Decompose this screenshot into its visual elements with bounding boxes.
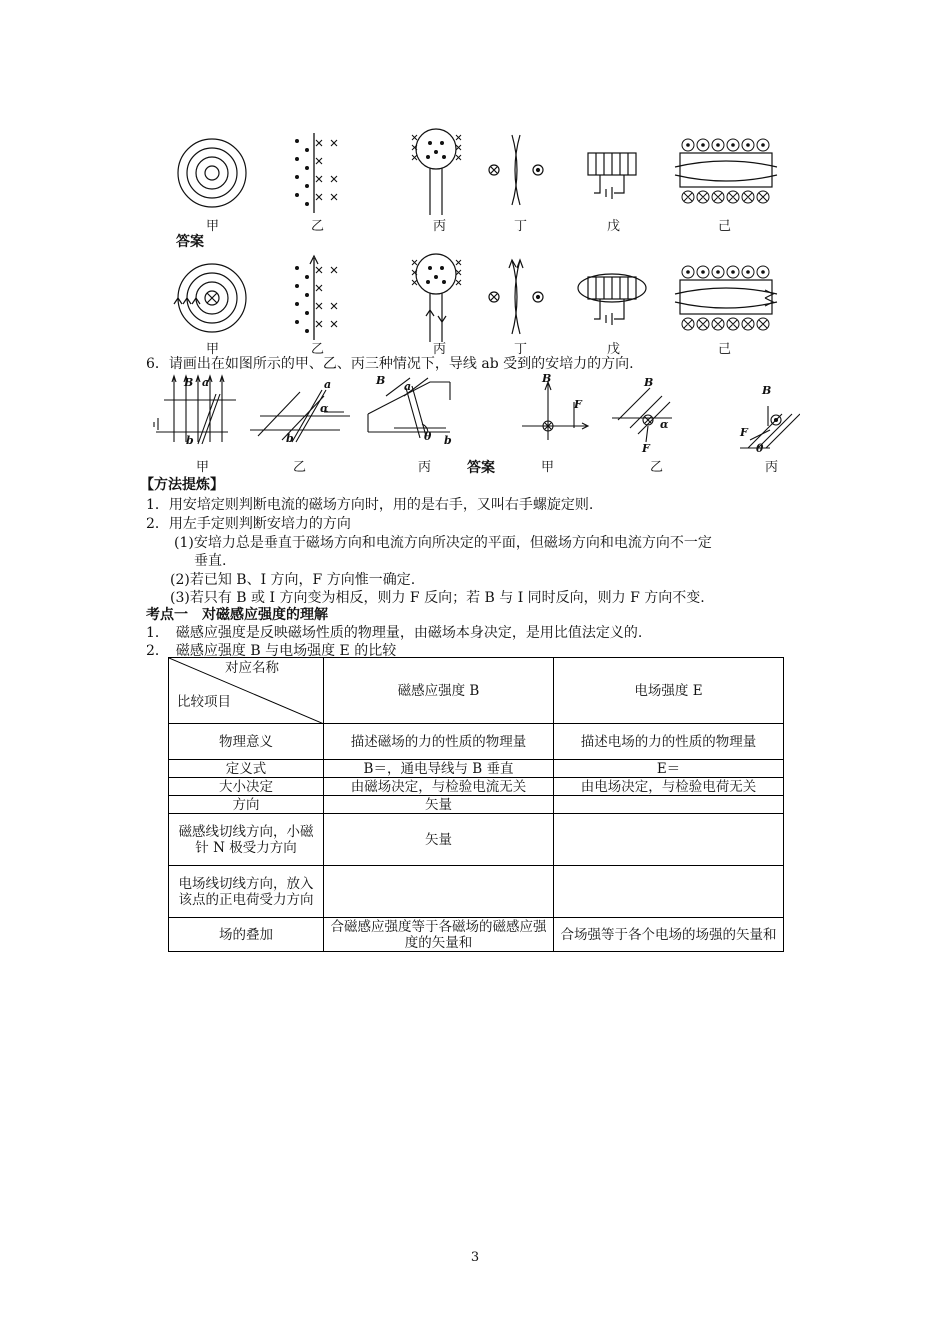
diagram-letter-a1: a xyxy=(202,376,210,389)
method-item-2-2: (2)若已知 B、I 方向，F 方向惟一确定. xyxy=(170,572,416,588)
answer-label-2: 答案 xyxy=(467,460,495,476)
diagram-letter-a3: a xyxy=(404,380,412,393)
answer-letter-F3: F xyxy=(740,426,748,439)
ampere-force-diagrams xyxy=(150,372,800,456)
fig2-label-jia: 甲 xyxy=(206,342,220,357)
fig2-label-wu: 戊 xyxy=(607,342,621,357)
point1-heading: 考点一 对磁感应强度的理解 xyxy=(146,607,328,623)
method-item-2-3: (3)若只有 B 或 I 方向变为相反，则力 F 反向；若 B 与 I 同时反向，则力 F 方向不变. xyxy=(170,590,705,606)
table-row xyxy=(169,760,784,778)
fig2-label-bing: 丙 xyxy=(433,342,447,357)
fig1-label-yi: 乙 xyxy=(311,219,325,234)
row-label: 电场线切线方向，放入该点的正电荷受力方向 xyxy=(169,866,324,918)
method-item-2-1: (1)安培力总是垂直于磁场方向和电流方向所决定的平面，但磁场方向和电流方向不一定 xyxy=(174,535,712,551)
diagram-letter-b1: b xyxy=(186,434,194,447)
answer-letter-F1: F xyxy=(574,398,582,411)
q6-ans-label-jia: 甲 xyxy=(541,460,555,475)
row-b-cell: 矢量 xyxy=(324,814,554,866)
row-e-cell xyxy=(554,814,784,866)
row-b-cell: B＝，通电导线与 B 垂直 xyxy=(324,760,554,778)
method-item-1: 1．用安培定则判断电流的磁场方向时，用的是右手，又叫右手螺旋定则. xyxy=(146,497,594,513)
answer-letter-B1: B xyxy=(542,372,552,385)
fig1-label-wu: 戊 xyxy=(607,219,621,234)
row-label: 方向 xyxy=(169,796,324,814)
table-row xyxy=(169,724,784,760)
fig1-label-ding: 丁 xyxy=(514,219,528,234)
diagram-letter-b3: b xyxy=(444,434,452,447)
method-item-2-1-cont: 垂直. xyxy=(194,553,227,569)
row-e-cell: 由电场决定，与检验电荷无关 xyxy=(554,778,784,796)
table-row xyxy=(169,918,784,952)
q6-label-jia: 甲 xyxy=(196,460,210,475)
corner-bottom-label: 比较项目 xyxy=(177,694,231,710)
method-item-2: 2．用左手定则判断安培力的方向 xyxy=(146,516,351,532)
diagram-letter-B3: B xyxy=(376,374,386,387)
diagram-letter-B1: B xyxy=(184,376,194,389)
fig1-label-bing: 丙 xyxy=(433,219,447,234)
table-corner-cell xyxy=(169,658,324,724)
fig2-label-ji: 己 xyxy=(718,342,732,357)
table-header-row xyxy=(169,658,784,724)
fig2-label-ding: 丁 xyxy=(514,342,528,357)
comparison-table xyxy=(168,657,784,952)
table-row xyxy=(169,778,784,796)
q6-ans-label-bing: 丙 xyxy=(765,460,779,475)
row-e-cell xyxy=(554,866,784,918)
question-6-text: 6．请画出在如图所示的甲、乙、丙三种情况下，导线 ab 受到的安培力的方向. xyxy=(146,356,634,372)
answer-letter-B3: B xyxy=(762,384,772,397)
row-label: 场的叠加 xyxy=(169,918,324,952)
row-label: 磁感线切线方向，小磁针 N 极受力方向 xyxy=(169,814,324,866)
diagram-letter-alpha2: α xyxy=(320,402,329,415)
diagram-letter-a2: a xyxy=(324,378,332,391)
field-diagrams-row1 xyxy=(160,125,800,215)
answer-letter-F2: F xyxy=(642,442,650,455)
row-b-cell xyxy=(324,866,554,918)
q6-ans-label-yi: 乙 xyxy=(650,460,664,475)
q6-label-bing: 丙 xyxy=(418,460,432,475)
answer-letter-theta3: θ xyxy=(756,442,764,455)
row-b-cell: 矢量 xyxy=(324,796,554,814)
fig1-label-ji: 己 xyxy=(718,219,732,234)
table-row xyxy=(169,796,784,814)
row-b-cell: 合磁感应强度等于各磁场的磁感应强度的矢量和 xyxy=(324,918,554,952)
row-e-cell: 合场强等于各个电场的场强的矢量和 xyxy=(554,918,784,952)
row-e-cell: E＝ xyxy=(554,760,784,778)
row-label: 大小决定 xyxy=(169,778,324,796)
fig2-label-yi: 乙 xyxy=(311,342,325,357)
row-b-cell: 由磁场决定，与检验电流无关 xyxy=(324,778,554,796)
page-number: 3 xyxy=(470,1250,480,1265)
point1-item-1: 1． 磁感应强度是反映磁场性质的物理量，由磁场本身决定，是用比值法定义的. xyxy=(146,625,643,641)
table-row xyxy=(169,814,784,866)
table-col-e-header: 电场强度 E xyxy=(554,658,784,724)
method-heading: 【方法提炼】 xyxy=(140,477,224,493)
fig1-label-jia: 甲 xyxy=(206,219,220,234)
table-col-b-header: 磁感应强度 B xyxy=(324,658,554,724)
row-b-cell: 描述磁场的力的性质的物理量 xyxy=(324,724,554,760)
answer-letter-alpha2: α xyxy=(660,418,669,431)
corner-top-label: 对应名称 xyxy=(225,660,279,676)
point1-item-2: 2． 磁感应强度 B 与电场强度 E 的比较 xyxy=(146,643,397,659)
q6-label-yi: 乙 xyxy=(293,460,307,475)
field-diagrams-row2 xyxy=(160,252,800,342)
diagram-letter-theta3: θ xyxy=(424,430,432,443)
table-row xyxy=(169,866,784,918)
row-e-cell xyxy=(554,796,784,814)
row-label: 物理意义 xyxy=(169,724,324,760)
diagram-letter-b2: b xyxy=(286,432,294,445)
row-e-cell: 描述电场的力的性质的物理量 xyxy=(554,724,784,760)
answer-letter-B2: B xyxy=(644,376,654,389)
row-label: 定义式 xyxy=(169,760,324,778)
answer-label-1: 答案 xyxy=(176,234,204,250)
